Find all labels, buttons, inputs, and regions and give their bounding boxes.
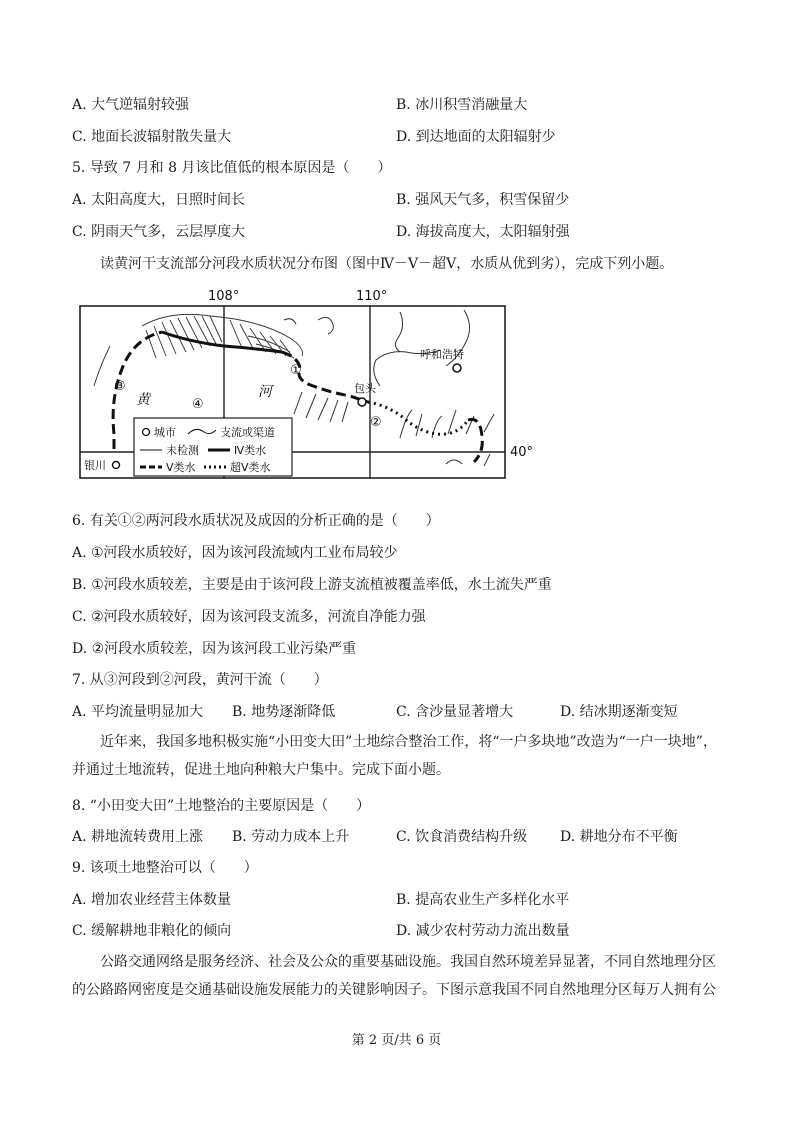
lon-110-label: 110° bbox=[356, 289, 388, 304]
lat-40-label: 40° bbox=[510, 445, 534, 460]
land-intro: 近年来，我国多地积极实施“小田变大田”土地综合整治工作，将“一户多块地”改造为“一户一块地”，并通过土地流转，促进土地向种粮大户集中。完成下面小题。 bbox=[72, 734, 717, 778]
q9-option-d: D. 减少农村劳动力流出数量 bbox=[396, 923, 570, 939]
segment-2-marker: ② bbox=[370, 415, 382, 430]
option-d: D. 到达地面的太阳辐射少 bbox=[396, 129, 556, 145]
q5-option-c: C. 阴雨天气多，云层厚度大 bbox=[72, 224, 246, 240]
q9-option-b: B. 提高农业生产多样化水平 bbox=[396, 892, 570, 908]
q8-option-c: C. 饮食消费结构升级 bbox=[396, 829, 528, 845]
question-5-stem: 5. 导致 7 月和 8 月该比值低的根本原因是（ ） bbox=[72, 160, 392, 176]
q9-option-c: C. 缓解耕地非粮化的倾向 bbox=[72, 923, 232, 939]
q7-option-c: C. 含沙量显著增大 bbox=[396, 704, 514, 720]
q8-option-a: A. 耕地流转费用上涨 bbox=[72, 829, 204, 845]
q5-option-a: A. 太阳高度大，日照时间长 bbox=[72, 192, 246, 208]
city-hohhot-label: 呼和浩特 bbox=[420, 348, 464, 361]
q8-option-b: B. 劳动力成本上升 bbox=[232, 829, 350, 845]
q5-option-b: B. 强风天气多，积雪保留少 bbox=[396, 192, 570, 208]
option-c: C. 地面长波辐射散失量大 bbox=[72, 129, 232, 145]
map-legend bbox=[134, 418, 292, 476]
q5-option-d: D. 海拔高度大，太阳辐射强 bbox=[396, 224, 570, 240]
question-8-stem: 8. “小田变大田”土地整治的主要原因是（ ） bbox=[72, 798, 371, 814]
q6-option-b: B. ①河段水质较差，主要是由于该河段上游支流植被覆盖率低，水土流失严重 bbox=[72, 577, 552, 593]
river-name-he: 河 bbox=[258, 384, 272, 400]
page-footer: 第 2 页/共 6 页 bbox=[351, 1033, 442, 1048]
legend-class4-label: Ⅳ类水 bbox=[234, 444, 267, 457]
lon-108-label: 108° bbox=[208, 289, 240, 304]
legend-tributary-label: 支流或渠道 bbox=[220, 426, 275, 439]
river-name-huang: 黄 bbox=[136, 392, 150, 408]
q8-option-d: D. 耕地分布不平衡 bbox=[560, 829, 678, 845]
river-water-quality-map bbox=[70, 286, 540, 484]
segment-1-marker: ① bbox=[290, 363, 302, 378]
legend-unchecked-label: 未检测 bbox=[166, 444, 199, 457]
legend-city-symbol bbox=[143, 429, 150, 436]
q6-option-a: A. ①河段水质较好，因为该河段流域内工业布局较少 bbox=[72, 545, 398, 561]
question-9-stem: 9. 该项土地整治可以（ ） bbox=[72, 860, 258, 876]
legend-city-label: 城市 bbox=[154, 426, 176, 439]
city-hohhot-marker bbox=[453, 364, 461, 372]
q7-option-a: A. 平均流量明显加大 bbox=[72, 704, 204, 720]
q6-option-c: C. ②河段水质较好，因为该河段支流多，河流自净能力强 bbox=[72, 609, 426, 625]
segment-3-marker: ③ bbox=[114, 379, 126, 394]
segment-4-marker: ④ bbox=[192, 397, 204, 412]
city-yinchuan-label: 银川 bbox=[84, 459, 106, 472]
city-baotou-marker bbox=[358, 398, 366, 406]
city-baotou-label: 包头 bbox=[354, 382, 376, 395]
city-yinchuan-marker bbox=[113, 462, 120, 469]
question-7-stem: 7. 从③河段到②河段，黄河干流（ ） bbox=[72, 672, 328, 688]
legend-over5-label: 超Ⅴ类水 bbox=[230, 461, 271, 474]
road-intro: 公路交通网络是服务经济、社会及公众的重要基础设施。我国自然环境差异显著，不同自然地理分区的公路路网密度是交通基础设施发展能力的关键影响因子。下图示意我国不同自然地理分区每万人拥有公 bbox=[72, 954, 716, 998]
q9-option-a: A. 增加农业经营主体数量 bbox=[72, 892, 232, 908]
legend-class5-label: Ⅴ类水 bbox=[166, 461, 196, 474]
question-6-stem: 6. 有关①②两河段水质状况及成因的分析正确的是（ ） bbox=[72, 513, 440, 529]
q7-option-d: D. 结冰期逐渐变短 bbox=[560, 704, 678, 720]
option-a: A. 大气逆辐射较强 bbox=[72, 97, 190, 113]
q6-option-d: D. ②河段水质较差，因为该河段工业污染严重 bbox=[72, 641, 357, 657]
q7-option-b: B. 地势逐渐降低 bbox=[232, 704, 336, 720]
option-b: B. 冰川积雪消融量大 bbox=[396, 97, 528, 113]
map-intro: 读黄河干支流部分河段水质状况分布图（图中Ⅳ－Ⅴ－超Ⅴ，水质从优到劣），完成下列小题。 bbox=[100, 256, 674, 272]
